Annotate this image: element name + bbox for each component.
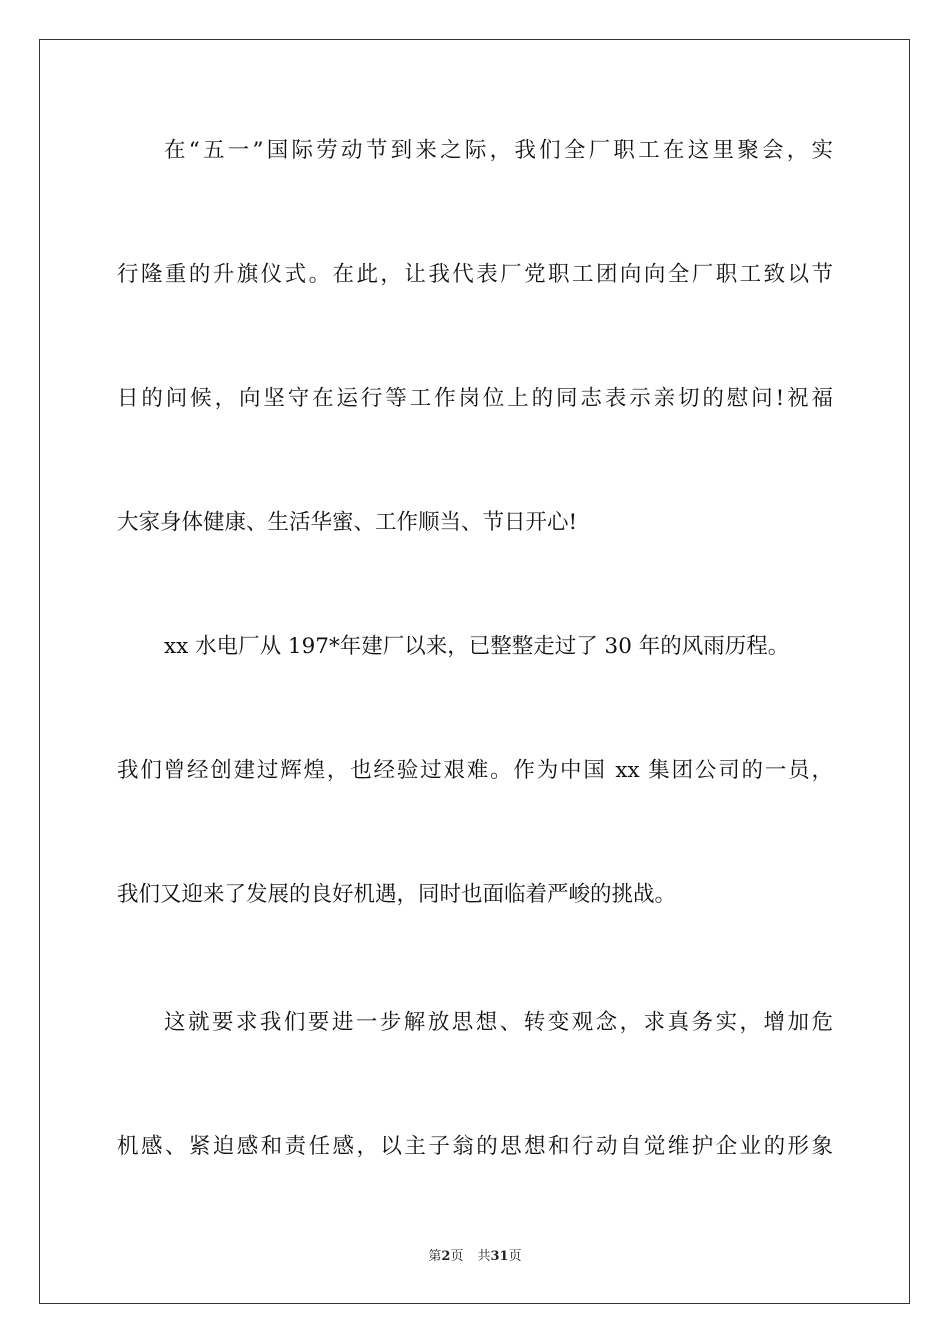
page-suffix: 页 xyxy=(450,1249,464,1264)
page-border xyxy=(39,39,910,1304)
paragraph-line: 大家身体健康、生活华蜜、工作顺当、节日开心! xyxy=(117,510,578,535)
paragraph-line: 日的问候，向坚守在运行等工作岗位上的同志表示亲切的慰问!祝福 xyxy=(117,386,833,411)
total-suffix: 页 xyxy=(508,1249,522,1264)
page-number: 2 xyxy=(441,1249,451,1264)
total-pages: 31 xyxy=(490,1249,509,1264)
paragraph-line: 机感、紧迫感和责任感，以主子翁的思想和行动自觉维护企业的形象 xyxy=(117,1134,833,1159)
paragraph-line: 这就要求我们要进一步解放思想、转变观念，求真务实，增加危 xyxy=(164,1010,833,1035)
paragraph-line: 行隆重的升旗仪式。在此，让我代表厂党职工团向向全厂职工致以节 xyxy=(117,262,833,287)
paragraph-line: 我们曾经创建过辉煌，也经验过艰难。作为中国 xx 集团公司的一员， xyxy=(117,758,833,783)
page-prefix: 第 xyxy=(428,1249,442,1264)
paragraph-line: xx 水电厂从 197*年建厂以来，已整整走过了 30 年的风雨历程。 xyxy=(164,634,790,659)
paragraph-line: 在“五一”国际劳动节到来之际，我们全厂职工在这里聚会，实 xyxy=(164,138,833,163)
paragraph-line: 我们又迎来了发展的良好机遇，同时也面临着严峻的挑战。 xyxy=(117,882,677,907)
page-footer xyxy=(0,1248,950,1266)
total-prefix: 共 xyxy=(477,1249,491,1264)
